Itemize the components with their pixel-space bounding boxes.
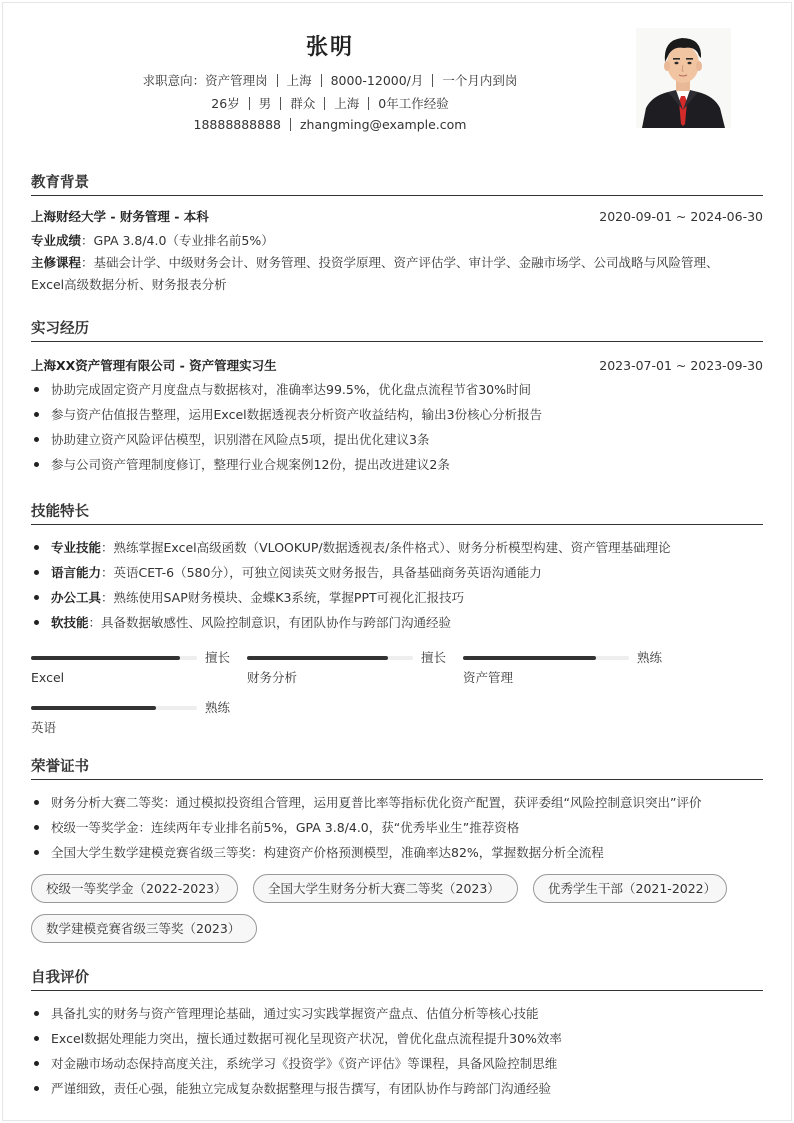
skill-bars <box>31 649 763 749</box>
section-title-skills: 技能特长 <box>31 501 763 525</box>
skill-category: 软技能 <box>51 615 89 630</box>
divider <box>280 97 281 110</box>
expected-salary: 8000-12000/月 <box>330 73 424 88</box>
skill-category: 办公工具 <box>51 590 102 605</box>
candidate-name: 张明 <box>305 35 354 60</box>
divider <box>368 97 369 110</box>
honor-tags <box>31 874 763 944</box>
education-gpa <box>31 230 763 252</box>
job-city: 上海 <box>286 73 312 88</box>
job-intent: 求职意向：资产管理岗 <box>142 73 268 88</box>
avatar-illustration-icon <box>636 28 731 128</box>
skill-level: 擅长 <box>205 650 231 665</box>
honors-bullets <box>31 790 763 865</box>
internship-bullets <box>31 377 763 477</box>
list-item <box>31 610 763 635</box>
section-title-self-evaluation: 自我评价 <box>31 967 763 991</box>
list-item: 严谨细致，责任心强，能独立完成复杂数据整理与报告撰写，有团队协作与跨部门沟通经验 <box>31 1076 763 1101</box>
list-item <box>31 535 763 560</box>
skill-detail: ：具备数据敏感性、风险控制意识，有团队协作与跨部门沟通经验 <box>88 615 452 630</box>
list-item: 参与公司资产管理制度修订，整理行业合规案例12份，提出改进建议2条 <box>31 452 763 477</box>
skills-bullets <box>31 535 763 635</box>
list-item: 对金融市场动态保持高度关注，系统学习《投资学》《资产评估》等课程，具备风险控制思维 <box>31 1051 763 1076</box>
list-item: 校级一等奖学金：连续两年专业排名前5%，GPA 3.8/4.0，获“优秀毕业生”推荐资格 <box>31 815 763 840</box>
list-item <box>31 585 763 610</box>
education-courses-cont <box>31 274 763 296</box>
list-item: 协助完成固定资产月度盘点与数据核对，准确率达99.5%，优化盘点流程节省30%时间 <box>31 377 763 402</box>
divider <box>277 74 278 87</box>
email-address[interactable]: zhangming@example.com <box>300 117 467 132</box>
skill-track <box>247 656 413 660</box>
education-entry-header <box>31 206 763 228</box>
skill-bar-asset-management <box>463 649 679 695</box>
honor-tag: 优秀学生干部（2021-2022） <box>533 874 727 903</box>
section-internship <box>31 318 763 477</box>
skill-name: Excel <box>31 670 65 685</box>
gpa-label: 专业成绩 <box>31 233 82 248</box>
political-status: 群众 <box>290 96 316 111</box>
courses-value-cont: Excel高级数据分析、财务报表分析 <box>31 277 227 292</box>
list-item: 协助建立资产风险评估模型，识别潜在风险点5项，提出优化建议3条 <box>31 427 763 452</box>
honor-tag: 全国大学生财务分析大赛二等奖（2023） <box>253 874 518 903</box>
section-title-education: 教育背景 <box>31 172 763 196</box>
contact-line <box>0 117 660 132</box>
self-evaluation-bullets <box>31 1001 763 1101</box>
skill-name: 资产管理 <box>463 670 514 685</box>
work-experience: 0年工作经验 <box>378 96 449 111</box>
section-title-internship: 实习经历 <box>31 318 763 342</box>
skill-fill <box>247 656 388 660</box>
honor-tag: 数学建模竞赛省级三等奖（2023） <box>31 914 257 943</box>
list-item: 具备扎实的财务与资产管理理论基础，通过实习实践掌握资产盘点、估值分析等核心技能 <box>31 1001 763 1026</box>
education-date: 2020-09-01 ~ 2024-06-30 <box>599 209 763 224</box>
skill-detail: ：熟练掌握Excel高级函数（VLOOKUP/数据透视表/条件格式）、财务分析模型构建、资产管理基础理论 <box>101 540 671 555</box>
divider <box>321 74 322 87</box>
skill-fill <box>31 656 180 660</box>
honor-tag: 校级一等奖学金（2022-2023） <box>31 874 238 903</box>
divider <box>432 74 433 87</box>
list-item: 财务分析大赛二等奖：通过模拟投资组合管理，运用夏普比率等指标优化资产配置，获评委组“风险控制意识突出”评价 <box>31 790 763 815</box>
list-item: 全国大学生数学建模竞赛省级三等奖：构建资产价格预测模型，准确率达82%，掌握数据分析全流程 <box>31 840 763 865</box>
divider <box>324 97 325 110</box>
job-intent-line <box>0 71 660 89</box>
skill-track <box>31 656 197 660</box>
skill-detail: ：英语CET-6（580分），可独立阅读英文财务报告，具备基础商务英语沟通能力 <box>101 565 542 580</box>
resume-header <box>0 0 794 150</box>
skill-name: 英语 <box>31 720 57 735</box>
skill-level: 熟练 <box>637 650 663 665</box>
skill-bar-english <box>31 699 247 745</box>
school-degree: 上海财经大学 - 财务管理 - 本科 <box>31 209 209 224</box>
skill-category: 语言能力 <box>51 565 102 580</box>
personal-info-line <box>0 94 660 112</box>
skill-detail: ：熟练使用SAP财务模块、金蝶K3系统，掌握PPT可视化汇报技巧 <box>101 590 465 605</box>
section-skills <box>31 501 763 635</box>
section-title-honors: 荣誉证书 <box>31 756 763 780</box>
skill-name: 财务分析 <box>247 670 298 685</box>
section-education <box>31 172 763 296</box>
gender: 男 <box>258 96 272 111</box>
skill-bar-excel <box>31 649 247 695</box>
skill-level: 擅长 <box>421 650 447 665</box>
list-item <box>31 560 763 585</box>
education-courses <box>31 252 763 274</box>
age: 26岁 <box>211 96 240 111</box>
list-item: 参与资产估值报告整理，运用Excel数据透视表分析资产收益结构，输出3份核心分析报告 <box>31 402 763 427</box>
availability: 一个月内到岗 <box>442 73 518 88</box>
internship-date: 2023-07-01 ~ 2023-09-30 <box>599 358 763 373</box>
phone-number[interactable]: 18888888888 <box>193 117 281 132</box>
skill-bar-financial-analysis <box>247 649 463 695</box>
internship-entry-header <box>31 355 763 377</box>
skill-track <box>463 656 629 660</box>
gpa-value: ：GPA 3.8/4.0（专业排名前5%） <box>81 233 274 248</box>
skill-level: 熟练 <box>205 700 231 715</box>
section-self-evaluation <box>31 967 763 1101</box>
divider <box>249 97 250 110</box>
skill-fill <box>31 706 156 710</box>
skill-category: 专业技能 <box>51 540 102 555</box>
divider <box>290 118 291 131</box>
skill-fill <box>463 656 596 660</box>
skill-track <box>31 706 197 710</box>
location: 上海 <box>334 96 360 111</box>
list-item: Excel数据处理能力突出，擅长通过数据可视化呈现资产状况，曾优化盘点流程提升30%效率 <box>31 1026 763 1051</box>
company-role: 上海XX资产管理有限公司 - 资产管理实习生 <box>31 358 277 373</box>
section-honors <box>31 756 763 865</box>
courses-label: 主修课程 <box>31 255 82 270</box>
courses-value: ：基础会计学、中级财务会计、财务管理、投资学原理、资产评估学、审计学、金融市场学、公司战略与风险管理、 <box>81 255 719 270</box>
profile-photo <box>636 28 731 128</box>
